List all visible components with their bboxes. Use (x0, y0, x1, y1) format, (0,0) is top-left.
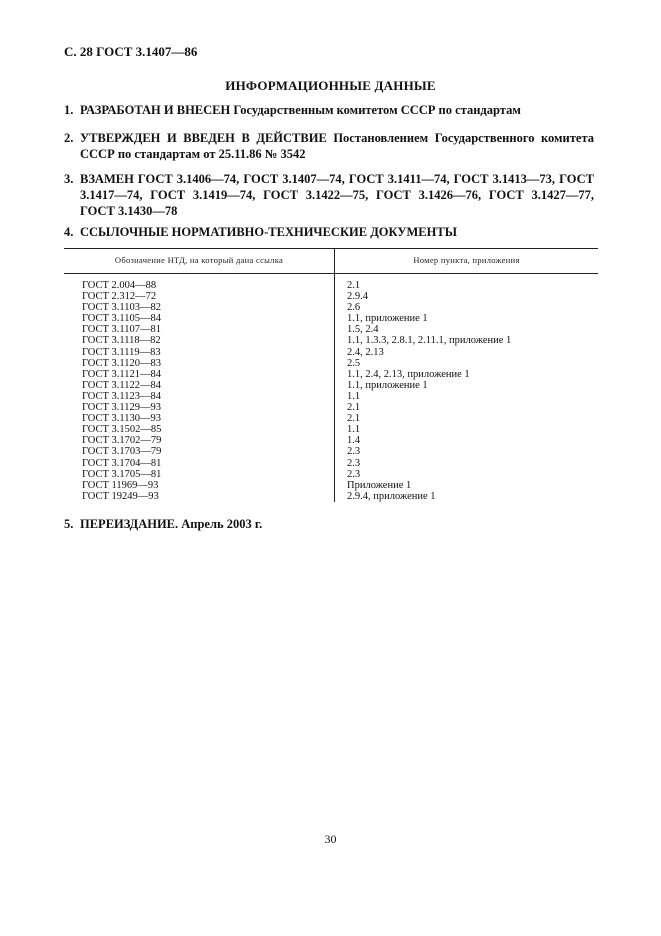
item-text: РАЗРАБОТАН И ВНЕСЕН Государственным комитетом СССР по стандартам (80, 103, 521, 117)
item-number: 4. (64, 225, 74, 239)
column-divider (334, 249, 335, 273)
table-row (64, 369, 598, 380)
table-row (64, 469, 598, 480)
cell-document: ГОСТ 3.1703—79 (82, 446, 162, 458)
table-header (64, 248, 598, 274)
table-row (64, 491, 598, 502)
cell-document: ГОСТ 3.1130—93 (82, 413, 162, 425)
cell-document: ГОСТ 3.1705—81 (82, 468, 162, 480)
cell-document: ГОСТ 19249—93 (82, 490, 159, 502)
cell-clause: 1.1, приложение 1 (347, 379, 428, 391)
item-text: ССЫЛОЧНЫЕ НОРМАТИВНО-ТЕХНИЧЕСКИЕ ДОКУМЕНТЫ (80, 225, 457, 239)
info-item-2 (64, 130, 594, 162)
table-row (64, 313, 598, 324)
info-item-4 (64, 224, 594, 240)
cell-clause: 2.9.4, приложение 1 (347, 490, 436, 502)
cell-document: ГОСТ 3.1702—79 (82, 435, 162, 447)
cell-document: ГОСТ 3.1704—81 (82, 457, 162, 469)
table-row (64, 347, 598, 358)
cell-clause: 2.6 (347, 302, 361, 314)
table-row (64, 435, 598, 446)
cell-clause: 1.1, приложение 1 (347, 313, 428, 325)
item-text: ВЗАМЕН ГОСТ 3.1406—74, ГОСТ 3.1407—74, ГОСТ 3.1411—74, ГОСТ 3.1413—73, ГОСТ 3.1417—74, ГОСТ 3.1419—74, ГОСТ 3.1422—75, ГОСТ 3.1426—76, ГОСТ 3.1427—77, ГОСТ 3.1430—78 (80, 172, 594, 218)
cell-clause: 2.1 (347, 280, 361, 291)
item-number: 2. (64, 131, 74, 145)
cell-clause: 1.1 (347, 424, 361, 436)
cell-clause: 2.3 (347, 457, 361, 469)
info-item-3 (64, 171, 594, 219)
cell-clause: 2.3 (347, 468, 361, 480)
item-number: 5. (64, 517, 74, 531)
cell-clause: 1.1 (347, 390, 361, 402)
item-text: ПЕРЕИЗДАНИЕ. Апрель 2003 г. (80, 517, 263, 531)
table-row (64, 480, 598, 491)
cell-document: ГОСТ 3.1121—84 (82, 368, 162, 380)
table-row (64, 402, 598, 413)
cell-clause: 1.1, 2.4, 2.13, приложение 1 (347, 368, 470, 380)
cell-document: ГОСТ 3.1107—81 (82, 324, 162, 336)
cell-document: ГОСТ 2.004—88 (82, 280, 157, 291)
cell-clause: 2.3 (347, 446, 361, 458)
cell-document: ГОСТ 3.1123—84 (82, 390, 162, 402)
info-item-5 (64, 516, 594, 532)
cell-document: ГОСТ 3.1129—93 (82, 402, 162, 414)
table-row (64, 324, 598, 335)
cell-clause: 2.1 (347, 413, 361, 425)
cell-document: ГОСТ 3.1120—83 (82, 357, 162, 369)
table-row (64, 302, 598, 313)
table-row (64, 413, 598, 424)
page-number: 30 (324, 832, 337, 846)
item-number: 3. (64, 172, 74, 186)
table-row (64, 380, 598, 391)
cell-document: ГОСТ 3.1502—85 (82, 424, 162, 436)
cell-document: ГОСТ 11969—93 (82, 479, 159, 491)
item-number: 1. (64, 103, 74, 117)
cell-clause: Приложение 1 (347, 479, 412, 491)
cell-clause: 2.1 (347, 402, 361, 414)
cell-document: ГОСТ 3.1122—84 (82, 379, 162, 391)
page-header: С. 28 ГОСТ 3.1407—86 (64, 44, 198, 59)
cell-document: ГОСТ 3.1118—82 (82, 335, 161, 347)
cell-document: ГОСТ 3.1103—82 (82, 302, 162, 314)
table-row (64, 358, 598, 369)
table-row (64, 391, 598, 402)
cell-clause: 1.1, 1.3.3, 2.8.1, 2.11.1, приложение 1 (347, 335, 512, 347)
table-body (64, 274, 598, 502)
cell-document: ГОСТ 3.1105—84 (82, 313, 162, 325)
column-header-document: Обозначение НТД, на который дана ссылка (114, 255, 284, 265)
table-row (64, 446, 598, 457)
table-row (64, 280, 598, 291)
table-row (64, 424, 598, 435)
cell-clause: 2.4, 2.13 (347, 346, 384, 358)
item-text: УТВЕРЖДЕН И ВВЕДЕН В ДЕЙСТВИЕ Постановлением Государственного комитета СССР по стандартам от 25.11.86 № 3542 (80, 131, 594, 161)
cell-document: ГОСТ 2.312—72 (82, 291, 157, 303)
column-header-clause: Номер пункта, приложения (413, 255, 520, 265)
table-row (64, 335, 598, 346)
cell-clause: 1.5, 2.4 (347, 324, 379, 336)
cell-clause: 2.9.4 (347, 291, 368, 303)
section-title: ИНФОРМАЦИОННЫЕ ДАННЫЕ (225, 78, 436, 93)
table-row (64, 458, 598, 469)
table-rows (64, 274, 598, 502)
cell-document: ГОСТ 3.1119—83 (82, 346, 161, 358)
table-row (64, 291, 598, 302)
info-item-1 (64, 102, 594, 118)
cell-clause: 1.4 (347, 435, 361, 447)
references-table (64, 248, 598, 502)
cell-clause: 2.5 (347, 357, 361, 369)
